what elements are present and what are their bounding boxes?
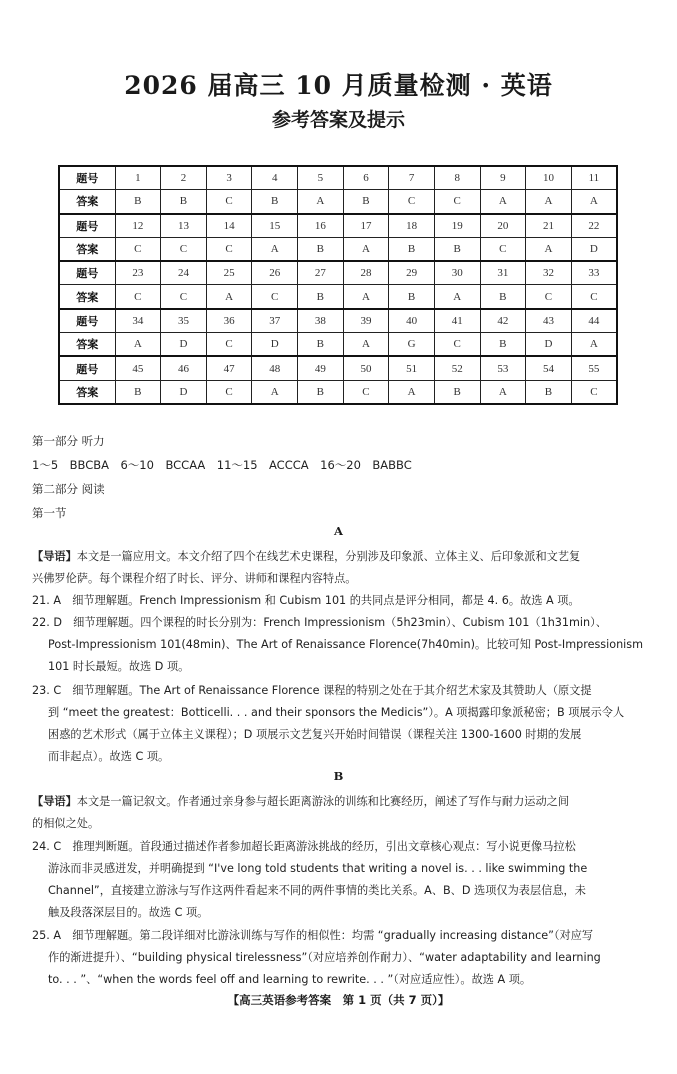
question-number-cell: 46 <box>161 356 207 380</box>
answer-cell: A <box>571 190 617 214</box>
answer-22-cont2: 101 时长最短。故选 D 项。 <box>48 660 190 673</box>
answer-24-cont3: 触及段落深层目的。故选 C 项。 <box>48 906 209 919</box>
answer-22-cont: Post-Impressionism 101(48min)、The Art of Renaissance Florence(7h40min)。比较可知 Post-Impressionism <box>48 638 644 651</box>
answer-cell: C <box>161 285 207 309</box>
answer-cell: B <box>480 285 526 309</box>
passage-b-label: B <box>333 769 344 783</box>
question-number-cell: 13 <box>161 214 207 238</box>
question-number-cell: 21 <box>526 214 572 238</box>
answer-label: 答案 <box>59 190 115 214</box>
question-number-label: 题号 <box>59 309 115 333</box>
question-number-cell: 2 <box>161 166 207 190</box>
question-number-cell: 30 <box>434 261 480 285</box>
answer-label: 答案 <box>59 237 115 261</box>
guide-tag: 【导语】 <box>32 550 77 563</box>
question-number-label: 题号 <box>59 214 115 238</box>
answer-cell: A <box>252 237 298 261</box>
answer-cell: A <box>526 190 572 214</box>
question-number-cell: 45 <box>115 356 161 380</box>
answer-cell: C <box>434 190 480 214</box>
answer-cell: B <box>298 237 344 261</box>
question-number-cell: 28 <box>343 261 389 285</box>
question-number-cell: 32 <box>526 261 572 285</box>
question-number-cell: 48 <box>252 356 298 380</box>
answer-cell: C <box>206 333 252 357</box>
passage-a-guide-cont: 兴佛罗伦萨。每个课程介绍了时长、评分、讲师和课程内容特点。 <box>32 572 357 585</box>
question-number-cell: 40 <box>389 309 435 333</box>
passage-b-guide <box>32 791 650 813</box>
answer-cell: A <box>252 380 298 404</box>
question-number-cell: 41 <box>434 309 480 333</box>
section1-title: 第一节 <box>32 506 67 520</box>
question-number-cell: 5 <box>298 166 344 190</box>
question-number-row <box>59 166 617 190</box>
answer-cell: B <box>115 190 161 214</box>
answer-cell: B <box>526 380 572 404</box>
answer-23: 23. C 细节理解题。The Art of Renaissance Florence 课程的特别之处在于其介绍艺术家及其赞助人（原文提 <box>32 684 592 697</box>
question-number-cell: 7 <box>389 166 435 190</box>
answer-row <box>59 285 617 309</box>
answer-cell: C <box>571 285 617 309</box>
answer-cell: B <box>298 285 344 309</box>
answer-cell: B <box>343 190 389 214</box>
answer-cell: B <box>298 333 344 357</box>
question-number-cell: 35 <box>161 309 207 333</box>
answer-cell: A <box>480 380 526 404</box>
question-number-cell: 38 <box>298 309 344 333</box>
part2-title: 第二部分 阅读 <box>32 482 105 496</box>
answer-cell: C <box>252 285 298 309</box>
question-number-cell: 11 <box>571 166 617 190</box>
question-number-cell: 6 <box>343 166 389 190</box>
answer-cell: C <box>343 380 389 404</box>
answer-24-cont2: Channel”，直接建立游泳与写作这两件看起来不同的两件事情的类比关系。A、B、D 选项仅为表层信息，未 <box>48 884 586 897</box>
guide-text-line: 本文是一篇记叙文。作者通过亲身参与超长距离游泳的训练和比赛经历，阐述了写作与耐力运动之间 <box>76 795 570 808</box>
guide-text-line: 本文是一篇应用文。本文介绍了四个在线艺术史课程，分别涉及印象派、立体主义、后印象派和文艺复 <box>76 550 581 563</box>
answer-cell: C <box>115 237 161 261</box>
question-number-label: 题号 <box>59 166 115 190</box>
question-number-cell: 31 <box>480 261 526 285</box>
answer-cell: C <box>206 380 252 404</box>
guide-tag: 【导语】 <box>32 795 77 808</box>
question-number-cell: 29 <box>389 261 435 285</box>
question-number-cell: 49 <box>298 356 344 380</box>
answer-cell: B <box>298 380 344 404</box>
question-number-cell: 18 <box>389 214 435 238</box>
answer-cell: A <box>434 285 480 309</box>
answer-row <box>59 380 617 404</box>
part1-title: 第一部分 听力 <box>32 434 105 448</box>
question-number-cell: 20 <box>480 214 526 238</box>
question-number-cell: 19 <box>434 214 480 238</box>
question-number-cell: 34 <box>115 309 161 333</box>
answer-cell: B <box>389 285 435 309</box>
answer-cell: A <box>526 237 572 261</box>
answer-cell: C <box>206 190 252 214</box>
question-number-cell: 17 <box>343 214 389 238</box>
question-number-cell: 26 <box>252 261 298 285</box>
question-number-cell: 3 <box>206 166 252 190</box>
answer-cell: A <box>480 190 526 214</box>
passage-b-guide-cont: 的相似之处。 <box>32 817 100 830</box>
question-number-cell: 36 <box>206 309 252 333</box>
answer-label: 答案 <box>59 380 115 404</box>
question-number-label: 题号 <box>59 356 115 380</box>
answer-23-cont2: 困惑的艺术形式（属于立体主义课程）；D 项展示文艺复兴开始时间错误（课程关注 1300-1600 时期的发展 <box>48 728 582 741</box>
answer-cell: B <box>389 237 435 261</box>
answer-cell: B <box>161 190 207 214</box>
question-number-cell: 16 <box>298 214 344 238</box>
question-number-cell: 37 <box>252 309 298 333</box>
answer-cell: A <box>343 237 389 261</box>
question-number-row <box>59 309 617 333</box>
question-number-cell: 23 <box>115 261 161 285</box>
answer-24-cont: 游泳而非灵感迸发，并明确提到 “I've long told students that writing a novel is. . . like swimming the <box>48 862 588 875</box>
question-number-cell: 50 <box>343 356 389 380</box>
answer-cell: A <box>389 380 435 404</box>
question-number-cell: 33 <box>571 261 617 285</box>
answer-23-cont: 到 “meet the greatest：Botticelli. . . and their sponsors the Medicis”）。A 项揭露印象派秘密；B 项展示令人 <box>48 706 625 719</box>
question-number-cell: 14 <box>206 214 252 238</box>
answer-cell: B <box>480 333 526 357</box>
answer-cell: C <box>115 285 161 309</box>
answer-25-cont2: to. . . ”、“when the words feel off and learning to rewrite. . . ”（对应适应性）。故选 A 项。 <box>48 973 532 986</box>
listening-answers: 1～5 BBCBA 6～10 BCCAA 11～15 ACCCA 16～20 BABBC <box>32 458 412 472</box>
answer-25-cont: 作的渐进提升）、“building physical tirelessness”（对应培养创作耐力）、“water adaptability and learning <box>48 951 601 964</box>
page-footer: 【高三英语参考答案 第 1 页（共 7 页）】 <box>227 993 450 1007</box>
passage-a-label: A <box>334 524 343 538</box>
answer-24: 24. C 推理判断题。首段通过描述作者参加超长距离游泳挑战的经历，引出文章核心观点：写小说更像马拉松 <box>32 840 576 853</box>
passage-a-guide <box>32 546 650 568</box>
question-number-cell: 10 <box>526 166 572 190</box>
answer-cell: A <box>115 333 161 357</box>
answer-label: 答案 <box>59 333 115 357</box>
question-number-cell: 12 <box>115 214 161 238</box>
answer-23-cont3: 而非起点）。故选 C 项。 <box>48 750 170 763</box>
question-number-cell: 43 <box>526 309 572 333</box>
answer-row <box>59 333 617 357</box>
answer-cell: D <box>252 333 298 357</box>
answer-cell: D <box>161 333 207 357</box>
answer-row <box>59 190 617 214</box>
question-number-cell: 27 <box>298 261 344 285</box>
answer-cell: C <box>571 380 617 404</box>
answer-cell: C <box>434 333 480 357</box>
answer-cell: D <box>161 380 207 404</box>
question-number-cell: 39 <box>343 309 389 333</box>
question-number-cell: 22 <box>571 214 617 238</box>
question-number-cell: 47 <box>206 356 252 380</box>
answer-cell: C <box>526 285 572 309</box>
answer-cell: B <box>434 380 480 404</box>
question-number-cell: 25 <box>206 261 252 285</box>
question-number-cell: 8 <box>434 166 480 190</box>
answer-cell: A <box>298 190 344 214</box>
document-subtitle: 参考答案及提示 <box>271 109 405 131</box>
answer-label: 答案 <box>59 285 115 309</box>
answer-cell: A <box>343 285 389 309</box>
question-number-cell: 53 <box>480 356 526 380</box>
question-number-cell: 55 <box>571 356 617 380</box>
document-title: 2026 届高三 10 月质量检测 · 英语 <box>124 71 553 100</box>
answer-cell: D <box>571 237 617 261</box>
question-number-cell: 54 <box>526 356 572 380</box>
answer-cell: A <box>206 285 252 309</box>
answer-cell: A <box>571 333 617 357</box>
question-number-cell: 9 <box>480 166 526 190</box>
question-number-cell: 42 <box>480 309 526 333</box>
question-number-row <box>59 261 617 285</box>
question-number-cell: 15 <box>252 214 298 238</box>
question-number-label: 题号 <box>59 261 115 285</box>
answer-row <box>59 237 617 261</box>
question-number-cell: 44 <box>571 309 617 333</box>
answer-cell: B <box>434 237 480 261</box>
answer-table <box>58 165 618 405</box>
question-number-row <box>59 214 617 238</box>
question-number-row <box>59 356 617 380</box>
answer-22: 22. D 细节理解题。四个课程的时长分别为：French Impressionism（5h23min）、Cubism 101（1h31min）、 <box>32 616 607 629</box>
answer-cell: G <box>389 333 435 357</box>
question-number-cell: 1 <box>115 166 161 190</box>
answer-cell: D <box>526 333 572 357</box>
answer-cell: B <box>252 190 298 214</box>
answer-cell: C <box>389 190 435 214</box>
answer-25: 25. A 细节理解题。第二段详细对比游泳训练与写作的相似性：均需 “gradually increasing distance”（对应写 <box>32 929 594 942</box>
question-number-cell: 24 <box>161 261 207 285</box>
answer-cell: C <box>161 237 207 261</box>
question-number-cell: 51 <box>389 356 435 380</box>
answer-cell: A <box>343 333 389 357</box>
answer-cell: C <box>206 237 252 261</box>
question-number-cell: 4 <box>252 166 298 190</box>
answer-cell: B <box>115 380 161 404</box>
answer-21: 21. A 细节理解题。French Impressionism 和 Cubism 101 的共同点是评分相同，都是 4. 6。故选 A 项。 <box>32 594 580 607</box>
answer-cell: C <box>480 237 526 261</box>
question-number-cell: 52 <box>434 356 480 380</box>
